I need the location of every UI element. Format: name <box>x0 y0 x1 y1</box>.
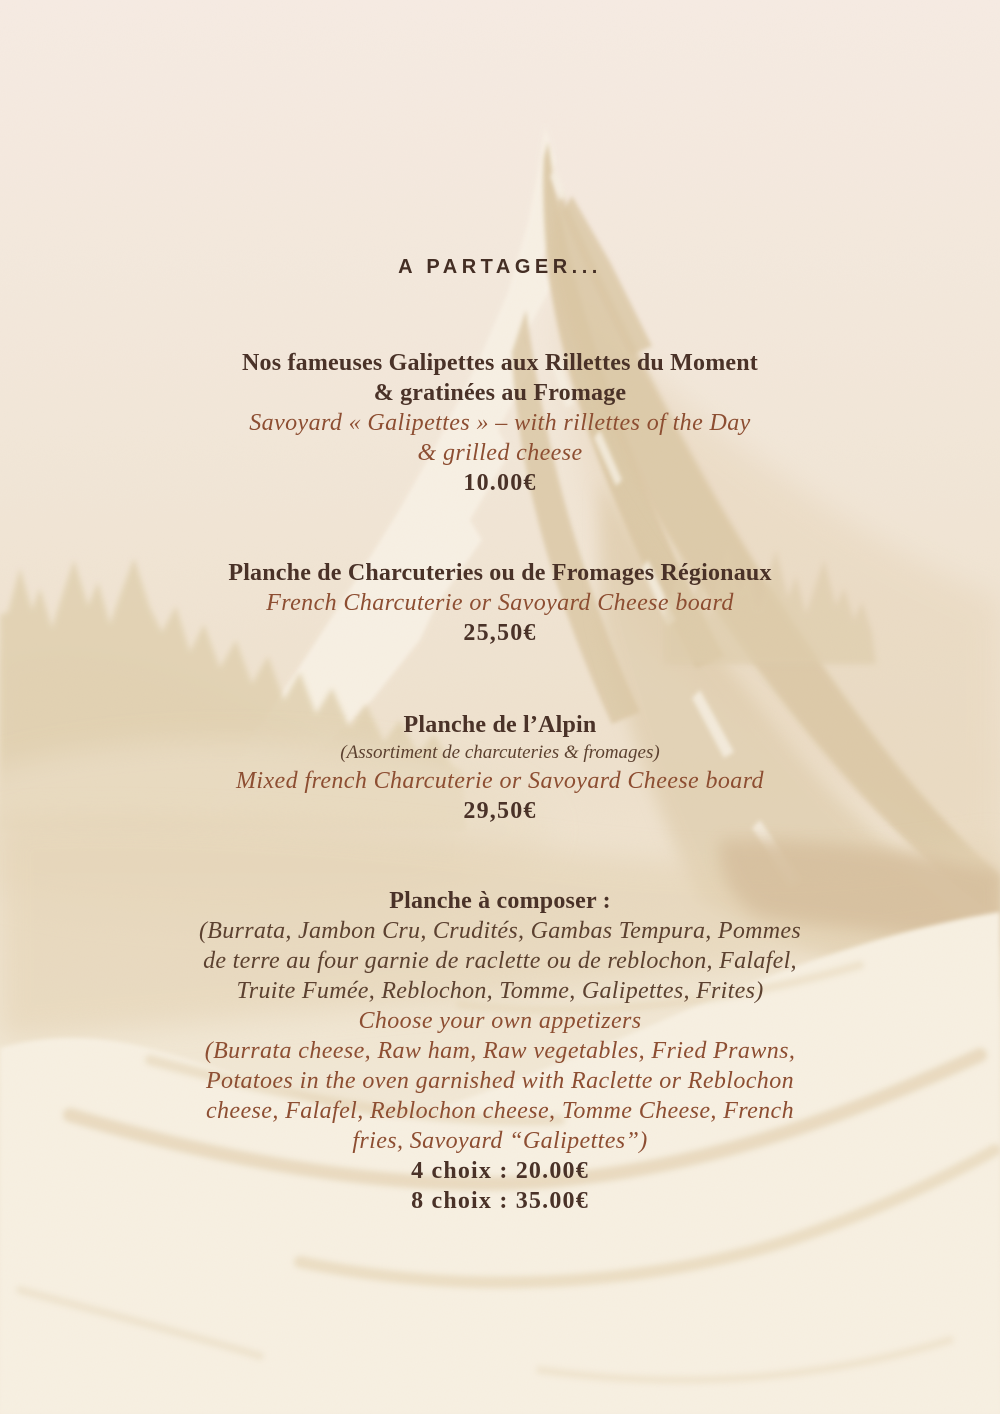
item-composition-en-line: (Burrata cheese, Raw ham, Raw vegetables, Fried Prawns, <box>204 1038 796 1064</box>
menu-item-galipettes <box>50 348 950 498</box>
item-composition-en-line: fries, Savoyard “Galipettes”) <box>352 1128 648 1154</box>
item-composition-fr-line: (Burrata, Jambon Cru, Crudités, Gambas Tempura, Pommes <box>199 918 801 944</box>
menu-item-planche-charcuteries <box>50 558 950 648</box>
item-translation-line: Mixed french Charcuterie or Savoyard Cheese board <box>236 768 764 794</box>
item-name <box>50 710 950 740</box>
item-subtitle <box>50 740 950 766</box>
section-title: A PARTAGER... <box>398 256 602 278</box>
item-composition-en-line: cheese, Falafel, Reblochon cheese, Tomme Cheese, French <box>205 1098 795 1124</box>
menu-item-planche-a-composer <box>50 886 950 1216</box>
item-composition-en-line: Potatoes in the oven garnished with Raclette or Reblochon <box>205 1068 795 1094</box>
item-name-line: & gratinées au Fromage <box>373 380 627 406</box>
item-name <box>50 886 950 916</box>
item-price-option: 4 choix : 20.00€ <box>411 1158 589 1184</box>
item-translation-line: Savoyard « Galipettes » – with rillettes of the Day <box>249 410 751 436</box>
item-translation-line: Choose your own appetizers <box>358 1008 642 1034</box>
item-composition-fr <box>50 916 950 1006</box>
item-translation-line: French Charcuterie or Savoyard Cheese board <box>266 590 734 616</box>
item-subtitle-line: (Assortiment de charcuteries & fromages) <box>340 742 660 763</box>
item-translation <box>50 588 950 618</box>
item-name-line: Planche de Charcuteries ou de Fromages Régionaux <box>228 560 772 586</box>
item-translation <box>50 408 950 468</box>
item-price: 25,50€ <box>463 620 537 646</box>
item-composition-fr-line: de terre au four garnie de raclette ou de reblochon, Falafel, <box>203 948 797 974</box>
item-name-line: Planche de l’Alpin <box>403 712 597 738</box>
item-name <box>50 348 950 408</box>
item-price: 29,50€ <box>463 798 537 824</box>
item-translation-line: & grilled cheese <box>417 440 583 466</box>
item-name-line: Nos fameuses Galipettes aux Rillettes du Moment <box>241 350 758 376</box>
item-translation <box>50 766 950 796</box>
item-price: 10.00€ <box>463 470 537 496</box>
item-translation <box>50 1006 950 1156</box>
item-composition-fr-line: Truite Fumée, Reblochon, Tomme, Galipettes, Frites) <box>236 978 764 1004</box>
menu-item-planche-alpin <box>50 710 950 826</box>
item-price-option: 8 choix : 35.00€ <box>411 1188 589 1214</box>
item-name-line: Planche à composer : <box>389 888 611 914</box>
item-name <box>50 558 950 588</box>
item-price-options <box>50 1156 950 1216</box>
